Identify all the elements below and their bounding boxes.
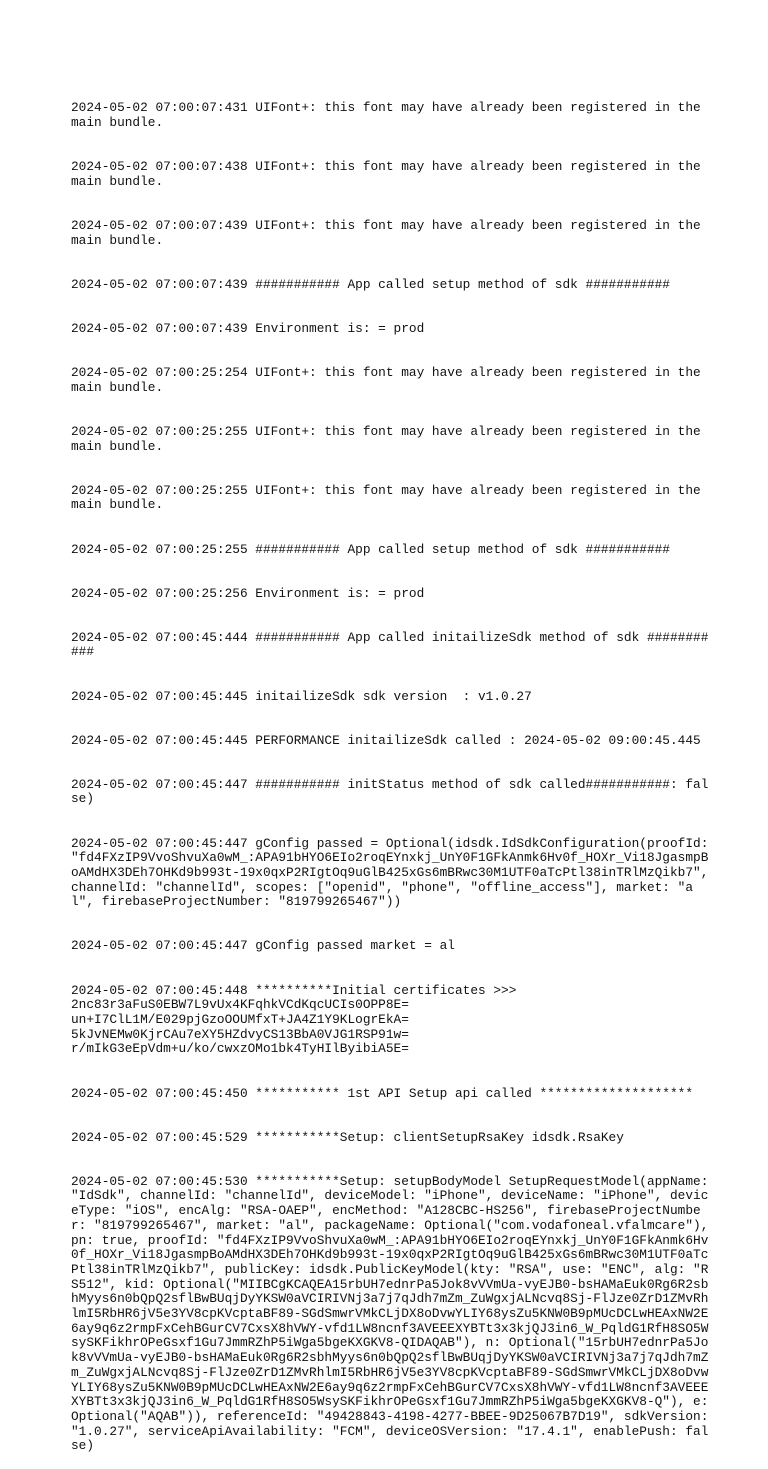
log-line: 2024-05-02 07:00:07:439 ########### App called setup method of sdk ########### [71,276,670,292]
log-line: 2024-05-02 07:00:45:447 ########### initStatus method of sdk called###########: false) [71,776,709,807]
log-line: 2024-05-02 07:00:07:431 UIFont+: this font may have already been registered in the main bundle. [71,100,709,131]
log-line: 2024-05-02 07:00:45:447 gConfig passed market = al [71,938,455,954]
log-line: 2024-05-02 07:00:25:254 UIFont+: this font may have already been registered in the main bundle. [71,365,709,395]
log-line: 2024-05-02 07:00:45:444 ########### App called initailizeSdk method of sdk ########### [71,629,709,660]
log-line: 2024-05-02 07:00:07:439 Environment is: = prod [71,320,425,336]
log-line: 2024-05-02 07:00:07:438 UIFont+: this font may have already been registered in the main bundle. [71,159,709,189]
log-line: 2024-05-02 07:00:45:447 gConfig passed = Optional(idsdk.IdSdkConfiguration(proofId: "fd4FXzIP9VvoShvuXa0wM_:APA91bHYO6EIo2roqEYnxkj_UnY0F1GFkAnmk6Hv0f_HOXr_Vi18JgasmpBoAMdHX3DEh7OHKd9b993t-19x0qxP2RIgtOq9uGlB425xGs6mBRwc30M1UTF0aTcPtl38inTRlMzQikb7", channelId: "channelId", scopes: ["openid", "phone", "offline_access"], market: "al", firebaseProjectNumber: "819799265467")) [71,835,717,910]
log-line: 2024-05-02 07:00:45:530 ***********Setup: setupBodyModel SetupRequestModel(appName: "IdSdk", channelId: "channelId", deviceModel: "iPhone", deviceName: "iPhone", deviceType: "iOS", encAlg: "RSA-OAEP", encMethod: "A128CBC-HS256", firebaseProjectNumber: "819799265467", market: "al", packageName: Optional("com.vodafoneal.vfalmcare"), pn: true, proofId: "fd4FXzIP9VvoShvuXa0wM_:APA91bHYO6EIo2roqEYnxkj_UnY0F1GFkAnmk6Hv0f_HOXr_Vi18JgasmpBoAMdHX3DEh7OHKd9b993t-19x0qxP2RIgtOq9uGlB425xGs6mBRwc30M1UTF0aTcPtl38inTRlMzQikb7", publicKey: idsdk.PublicKeyModel(kty: "RSA", use: "ENC", alg: "RS512", kid: Optional("MIIBCgKCAQEA15rbUH7ednrPa5Jok8vVVmUa-vyEJB0-bsHAMaEuk0Rg6R2sbhMyys6n0bQpQ2sflBwBUqjDyYKSW0aVCIRIVNj3a7j7qJdh7mZm_ZuWgxjALNcvq8Sj-FlJze0ZrD1ZMvRhlmI5RbHR6jV5e3YV8cpKVcptaBF89-SGdSmwrVMkCLjDX8oDvwYLIY68ysZu5KNW0B9pMUcDCLwHEAxNW2E6ay9q6z2rmpFxCehBGurCV7CxsX8hVWY-vfd1LW8ncnf3AVEEEXYBTt3x3kjQJ3in6_W_PqldG1RfH8SO5WsySKFikhrOPeGsxf1Gu7JmmRZhP5iWga5bgeKXGKV8-QIDAQAB"), n: Optional("15rbUH7ednrPa5Jok8vVVmUa-vyEJB0-bsHAMaEuk0Rg6R2sbhMyys6n0bQpQ2sflBwBUqjDyYKSW0aVCIRIVNj3a7j7qJdh7mZm_ZuWgxjALNcvq8Sj-FlJze0ZrD1ZMvRhlmI5RbHR6jV5e3YV8cpKVcptaBF89-SGdSmwrVMkCLjDX8oDvwYLIY68ysZu5KNW0B9pMUcDCLwHEAxNW2E6ay9q6z2rmpFxCehBGurCV7CxsX8hVWY-vfd1LW8ncnf3AVEEEXYBTt3x3kjQJ3in6_W_PqldG1RfH8SO5WsySKFikhrOPeGsxf1Gu7JmmRZhP5iWga5bgeKXGKV8-Q"), e: Optional("AQAB")), referenceId: "49428843-4198-4277-BBEE-9D25067B7D19", sdkVersion: "1.0.27", serviceApiAvailability: "FCM", deviceOSVersion: "17.4.1", enablePush: false) [71,1173,717,1454]
log-line: 2024-05-02 07:00:45:445 initailizeSdk sdk version : v1.0.27 [71,688,532,704]
log-line: 2024-05-02 07:00:25:255 UIFont+: this font may have already been registered in the main bundle. [71,482,709,513]
log-line: 2024-05-02 07:00:45:529 ***********Setup: clientSetupRsaKey idsdk.RsaKey [71,1129,624,1145]
log-line: 2024-05-02 07:00:45:448 **********Initial certificates >>> 2nc83r3aFuS0EBW7L9vUx4KFqhkVCdKqcUCIs0OPP8E= un+I7ClL1M/E029pjGzoOOUMfxT+JA4Z1Y9KLogrEkA= 5kJvNEMw0KjrCAu7eXY5HZdvyCS13BbA0VJG1RSP91w= r/mIkG3eEpVdm+u/ko/cwxzOMo1bk4TyHIlByibiA5E= [71,982,517,1057]
log-output [71,72,717,1469]
log-line: 2024-05-02 07:00:45:445 PERFORMANCE initailizeSdk called : 2024-05-02 09:00:45.445 [71,732,701,748]
log-line: 2024-05-02 07:00:25:255 UIFont+: this font may have already been registered in the main bundle. [71,423,709,454]
log-line: 2024-05-02 07:00:25:256 Environment is: = prod [71,585,425,601]
log-line: 2024-05-02 07:00:25:255 ########### App called setup method of sdk ########### [71,541,670,557]
log-line: 2024-05-02 07:00:45:450 *********** 1st API Setup api called ******************** [71,1085,694,1101]
log-line: 2024-05-02 07:00:07:439 UIFont+: this font may have already been registered in the main bundle. [71,218,709,248]
